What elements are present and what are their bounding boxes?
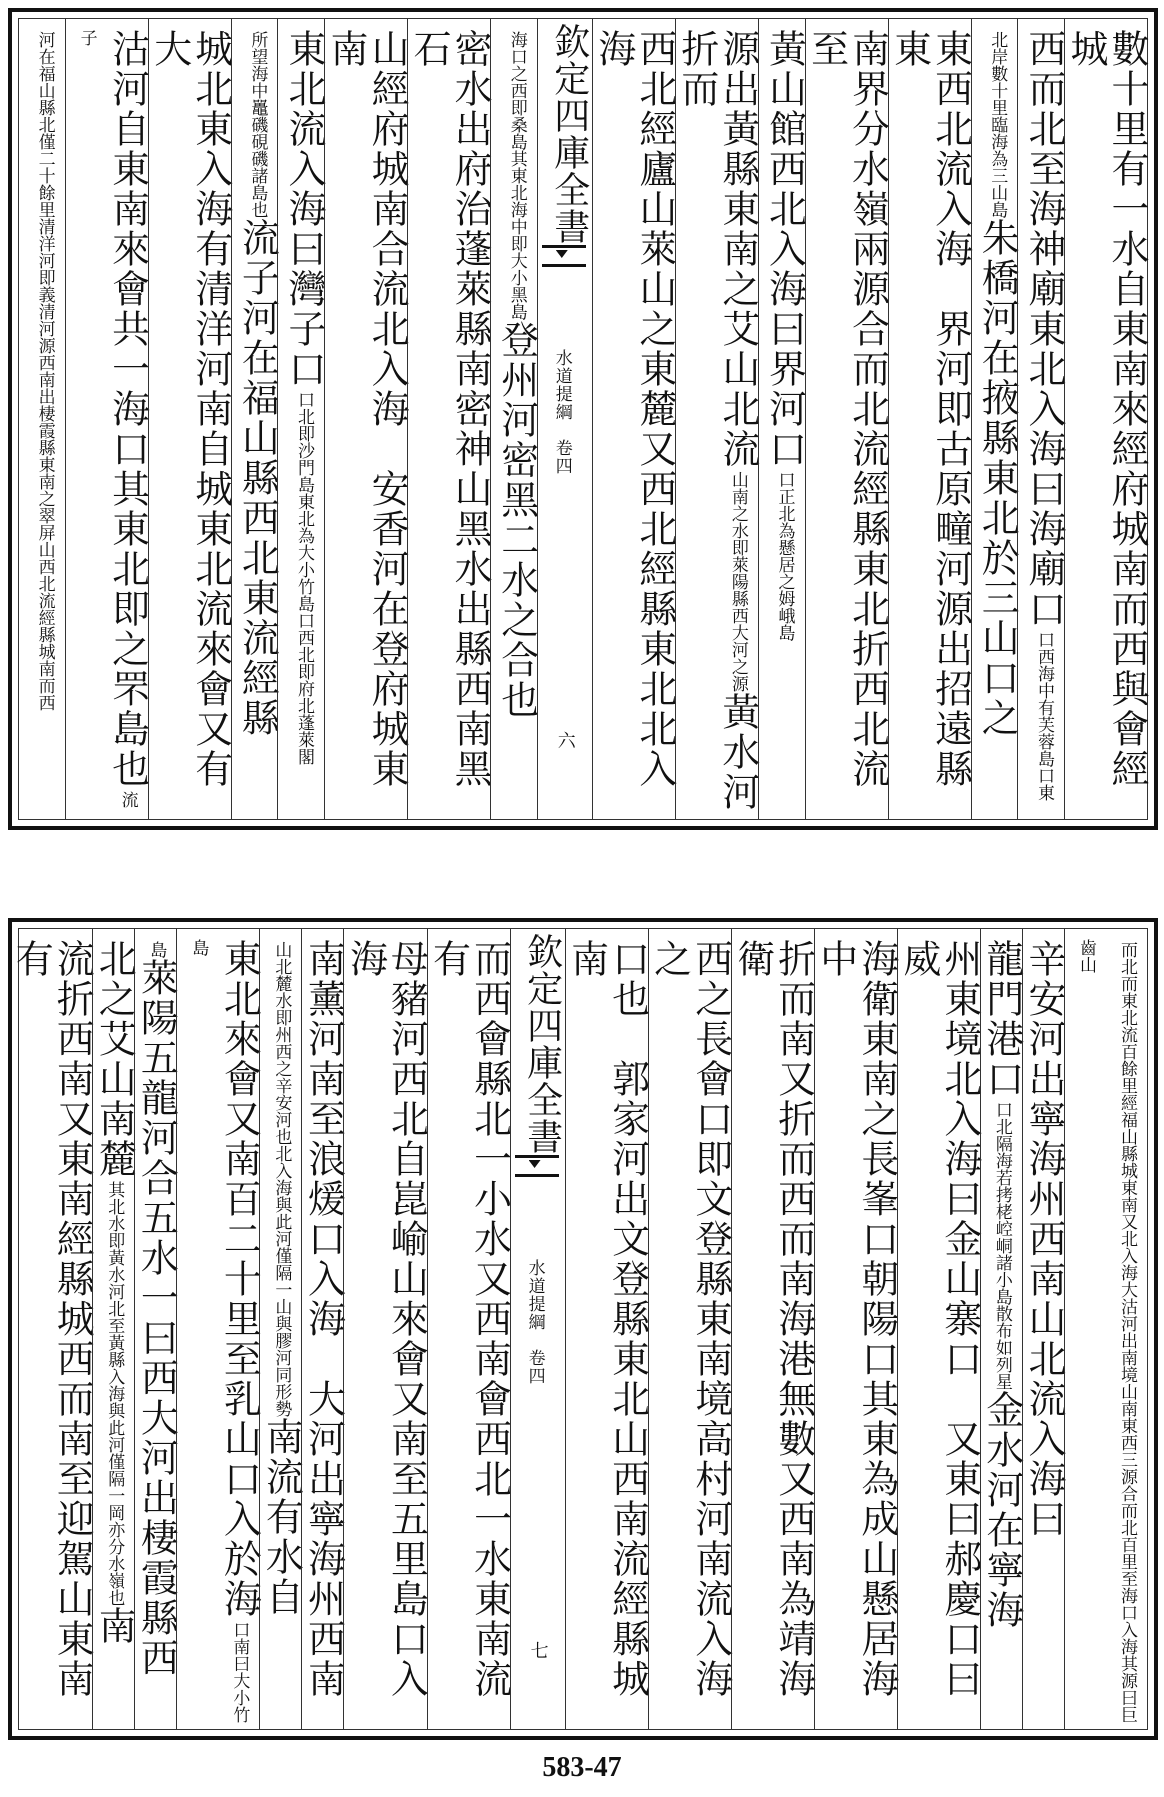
main-text: 東西北流入海 界河即古原疃河源出招遠縣東 bbox=[887, 29, 973, 789]
text-column bbox=[675, 19, 758, 819]
text-column bbox=[92, 929, 137, 1729]
top-page bbox=[8, 8, 1158, 830]
text-column bbox=[343, 929, 429, 1729]
center-fold-margin bbox=[510, 929, 565, 1729]
annotation-text: 口南曰大小竹島 bbox=[188, 939, 250, 1723]
main-text: 龍門港口 bbox=[979, 939, 1024, 1099]
text-column bbox=[407, 19, 493, 819]
annotation-text: 而北而東北流百餘里經福山縣城東南又北入海大沽河出南境山南東西三源合而北百里至海口入海其源曰巨齒山 bbox=[1075, 939, 1137, 1723]
text-column bbox=[565, 929, 648, 1729]
annotation-text: 口北即沙門島東北為大小竹島口西北即府北蓬萊閣 bbox=[294, 391, 314, 765]
text-column bbox=[324, 19, 410, 819]
fishtail-mark-icon bbox=[542, 245, 586, 267]
main-text: 折而南又折而西而南海港無數又西南為靖海衛 bbox=[730, 939, 816, 1699]
text-column bbox=[490, 19, 537, 819]
text-column bbox=[65, 19, 148, 819]
center-fold-margin bbox=[537, 19, 592, 819]
fishtail-mark-icon bbox=[515, 1155, 559, 1177]
main-text: 黃水河折而 bbox=[674, 29, 760, 812]
main-text: 南 bbox=[92, 1606, 137, 1646]
main-text: 南流有水自 bbox=[259, 1417, 304, 1617]
annotation-text: 山南之水即萊陽縣西大河之源 bbox=[727, 471, 748, 692]
main-text: 東北流入海曰灣子口 bbox=[282, 29, 326, 389]
center-page-number: 六 bbox=[554, 731, 576, 749]
center-book-title: 水道提綱 卷四 bbox=[551, 349, 572, 475]
annotation-text: 北岸數十里臨海為三山島 bbox=[987, 31, 1008, 218]
text-column bbox=[888, 19, 971, 819]
text-column bbox=[805, 19, 888, 819]
main-text: 州東境北入海曰金山寨口 又東曰郝慶口曰威 bbox=[896, 939, 982, 1699]
main-text: 數十里有一水自東南來經府城南而西與會經城 bbox=[1063, 29, 1149, 789]
top-page-columns bbox=[18, 18, 1148, 820]
text-column bbox=[648, 929, 731, 1729]
main-text: 母豬河西北自崑崳山來會又南至五里島口入海 bbox=[343, 939, 429, 1699]
bottom-page bbox=[8, 918, 1158, 1740]
main-text: 南界分水嶺兩源合而北流經縣東北折西北流至 bbox=[804, 29, 890, 789]
annotation-text: 口西海中有芙蓉島口東 bbox=[1033, 631, 1054, 801]
text-column bbox=[971, 19, 1018, 819]
text-column bbox=[301, 929, 346, 1729]
main-text: 源出黃縣東南之艾山北流 bbox=[715, 29, 760, 469]
main-text: 北之艾山南麓 bbox=[92, 939, 137, 1179]
text-column bbox=[1022, 929, 1064, 1729]
main-text: 南薰河南至浪煖口入海 大河出寧海州西南 bbox=[301, 939, 346, 1699]
text-column bbox=[1017, 19, 1064, 819]
text-column bbox=[1064, 19, 1147, 819]
annotation-text: 口正北為懸居之姆峨島 bbox=[774, 471, 795, 641]
page-footer-number: 583-47 bbox=[542, 1752, 622, 1783]
main-text: 流子河在福山縣西北東流經縣 bbox=[235, 218, 280, 738]
main-text: 黃山館西北入海曰界河口 bbox=[762, 29, 807, 469]
main-text: 西之長會口即文登縣東南境高村河南流入海之 bbox=[647, 939, 733, 1699]
text-column bbox=[231, 19, 278, 819]
text-column bbox=[592, 19, 675, 819]
main-text: 密水出府治蓬萊縣南密神山黑水出縣西南黑石 bbox=[407, 29, 493, 789]
text-column bbox=[427, 929, 510, 1729]
main-text: 沽河自東南來會共一海口其東北即之罘島也 bbox=[105, 29, 150, 789]
text-column bbox=[134, 929, 179, 1729]
main-text: 登州河密黑二水之合也 bbox=[494, 320, 539, 720]
center-page-number: 七 bbox=[527, 1641, 549, 1659]
annotation-text: 所望海中鼉磯硯磯諸島也 bbox=[247, 31, 268, 218]
text-column bbox=[758, 19, 805, 819]
text-column bbox=[897, 929, 980, 1729]
annotation-text: 其北水即黃水河北至黃縣入海與此河僅隔一岡亦分水嶺也 bbox=[104, 1181, 125, 1606]
annotation-text: 河在福山縣北僅二十餘里清洋河即義清河源西南出棲霞縣東南之翠屏山西北流經縣城南而西 bbox=[34, 31, 55, 711]
center-book-title: 水道提綱 卷四 bbox=[524, 1259, 545, 1385]
center-title: 欽定四庫全書 bbox=[521, 933, 563, 1155]
text-column bbox=[277, 19, 324, 819]
main-text: 城北東入海有清洋河南自城東北流來會又有大 bbox=[147, 29, 233, 789]
main-text: 朱橋河在掖縣東北於三山口之 bbox=[975, 218, 1020, 738]
main-text: 而西會縣北一小水又西南會西北一水東南流有 bbox=[426, 939, 512, 1699]
main-text: 流折西南又東南經縣城西而南至迎駕山東南有 bbox=[9, 939, 95, 1699]
annotation-text: 海口之西即桑島其東北海中即大小黑島 bbox=[506, 31, 527, 320]
main-text: 山經府城南合流北入海 安香河在登府城東南 bbox=[324, 29, 410, 789]
bottom-page-columns bbox=[9, 928, 1148, 1730]
main-text: 金水河在寧海 bbox=[979, 1390, 1024, 1630]
text-column bbox=[176, 929, 262, 1729]
annotation-text: 島 bbox=[146, 941, 167, 958]
main-text: 萊陽五龍河合五水一曰西大河出棲霞縣西 bbox=[134, 958, 179, 1678]
annotation-text: 山北麓水即州西之辛安河也北入海與此河僅隔一山與膠河同形勢 bbox=[271, 941, 292, 1417]
main-text: 西而北至海神廟東北入海曰海廟口 bbox=[1021, 29, 1066, 629]
text-column bbox=[814, 929, 897, 1729]
main-text: 辛安河出寧海州西南山北流入海曰 bbox=[1021, 939, 1066, 1539]
main-text: 東北來會又南百二十里至乳山口入於海 bbox=[217, 939, 262, 1619]
center-title: 欽定四庫全書 bbox=[548, 23, 590, 245]
text-column bbox=[259, 929, 304, 1729]
text-column bbox=[19, 19, 65, 819]
text-column bbox=[148, 19, 231, 819]
main-text: 海衛東南之長峯口朝陽口其東為成山懸居海中 bbox=[813, 939, 899, 1699]
text-column bbox=[1064, 929, 1147, 1729]
text-column bbox=[9, 929, 95, 1729]
text-column bbox=[731, 929, 814, 1729]
main-text: 西北經廬山萊山之東麓又西北經縣東北北入海 bbox=[591, 29, 677, 789]
main-text: 口也 郭家河出文登縣東北山西南流經縣城南 bbox=[564, 939, 650, 1699]
text-column bbox=[980, 929, 1022, 1729]
annotation-text: 口北隔海若拷栳崆峒諸小島散布如列星 bbox=[991, 1101, 1012, 1390]
annotation-text: 流子 bbox=[76, 29, 138, 808]
